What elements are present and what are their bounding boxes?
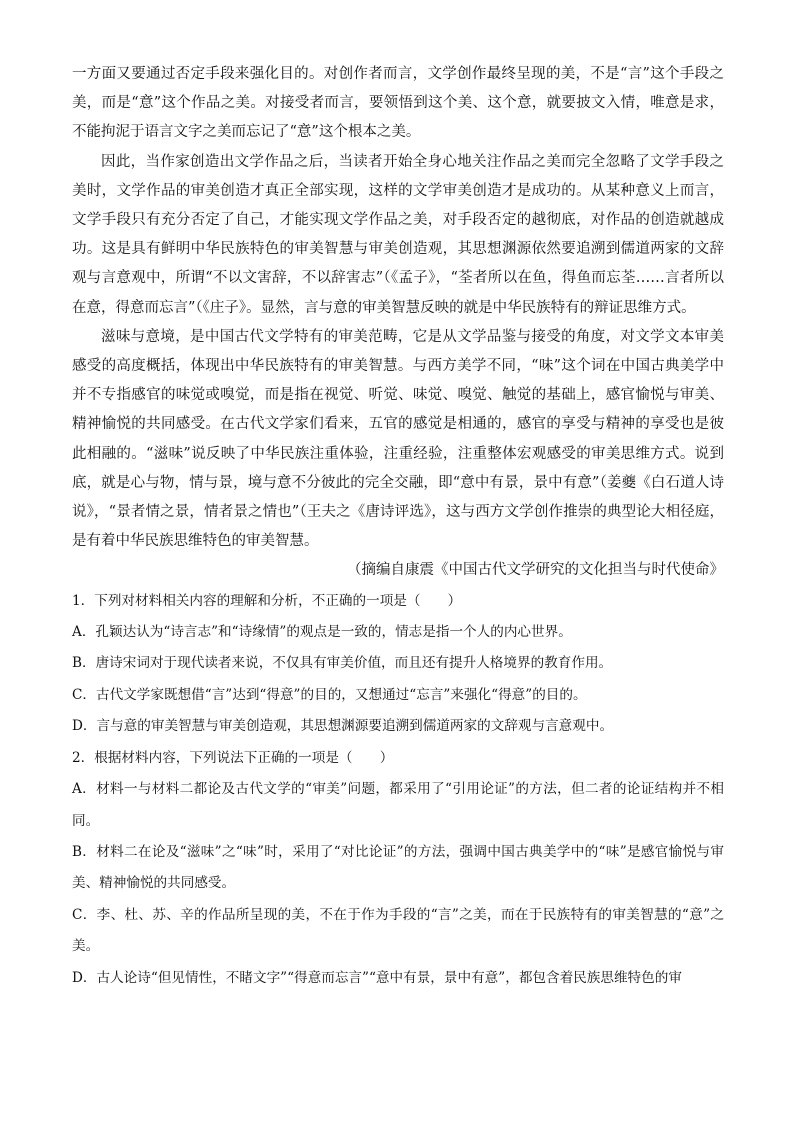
passage-paragraph-2: 因此，当作家创造出文学作品之后，当读者开始全身心地关注作品之美而完全忽略了文学手段之美时，文学作品的审美创造才真正全部实现，这样的文学审美创造才是成功的。从某种意义上而言，文学手段只有充分否定了自己，才能实现文学作品之美，对手段否定的越彻底，对作品的创造就越成功。这是具有鲜明中华民族特色的审美智慧与审美创造观，其思想渊源依然要追溯到儒道两家的文辞观与言意观中，所谓“不以文害辞，不以辞害志”（《孟子》，“荃者所以在鱼，得鱼而忘荃……言者所以在意，得意而忘言”（《庄子》。显然，言与意的审美智慧反映的就是中华民族特有的辩证思维方式。 (72, 153, 724, 316)
document-page (72, 60, 724, 994)
question-2-option-c: C．李、杜、苏、辛的作品所呈现的美，不在于作为手段的“言”之美，而在于民族特有的审美智慧的“意”之美。 (72, 906, 724, 955)
question-1 (72, 586, 724, 743)
question-1-option-c: C．古代文学家既想借“言”达到“得意”的目的，又想通过“忘言”来强化“得意”的目的。 (72, 686, 587, 703)
question-2-stem: 2．根据材料内容，下列说法下正确的一项是（ ） (72, 749, 394, 766)
question-1-option-b: B．唐诗宋词对于现代读者来说，不仅具有审美价值，而且还有提升人格境界的教育作用。 (72, 655, 613, 672)
question-2-option-b: B．材料二在论及“滋味”之“味”时，采用了“对比论证”的方法，强调中国古典美学中的“味”是感官愉悦与审美、精神愉悦的共同感受。 (72, 843, 724, 892)
passage-paragraph-1: 一方面又要通过否定手段来强化目的。对创作者而言，文学创作最终呈现的美，不是“言”这个手段之美，而是“意”这个作品之美。对接受者而言，要领悟到这个美、这个意，就要披文入情，唯意是求，不能拘泥于语言文字之美而忘记了“意”这个根本之美。 (72, 66, 724, 141)
passage-source-citation: （摘编自康震《中国古代文学研究的文化担当与时代使命》 (347, 562, 724, 579)
question-1-option-a: A．孔颖达认为“诗言志”和“诗缘情”的观点是一致的，情志是指一个人的内心世界。 (72, 624, 572, 641)
passage (72, 60, 724, 586)
passage-paragraph-3: 滋味与意境，是中国古代文学特有的审美范畴，它是从文学品鉴与接受的角度，对文学文本审美感受的高度概括，体现出中华民族特有的审美智慧。与西方美学不同，“味”这个词在中国古典美学中并不专指感官的味觉或嗅觉，而是指在视觉、听觉、味觉、嗅觉、触觉的基础上，感官愉悦与审美、精神愉悦的共同感受。在古代文学家们看来，五官的感觉是相通的，感官的享受与精神的享受也是彼此相融的。“滋味”说反映了中华民族注重体验，注重经验，注重整体宏观感受的审美思维方式。说到底，就是心与物，情与景，境与意不分彼此的完全交融，即“意中有景，景中有意”（姜夔《白石道人诗说》，“景者情之景，情者景之情也”（王夫之《唐诗评选》，这与西方文学创作推崇的典型论大相径庭，是有着中华民族思维特色的审美智慧。 (72, 328, 724, 550)
question-2 (72, 743, 724, 994)
question-2-option-d: D．古人论诗“但见情性，不睹文字”“得意而忘言”“意中有景，景中有意”，都包含着民族思维特色的审 (72, 969, 682, 986)
question-1-option-d: D．言与意的审美智慧与审美创造观，其思想渊源要追溯到儒道两家的文辞观与言意观中。 (72, 718, 614, 735)
question-1-stem: 1．下列对材料相关内容的理解和分析，不正确的一项是（ ） (72, 592, 462, 609)
question-2-option-a: A．材料一与材料二都论及古代文学的“审美”问题，都采用了“引用论证”的方法，但二者的论证结构并不相同。 (72, 781, 724, 829)
